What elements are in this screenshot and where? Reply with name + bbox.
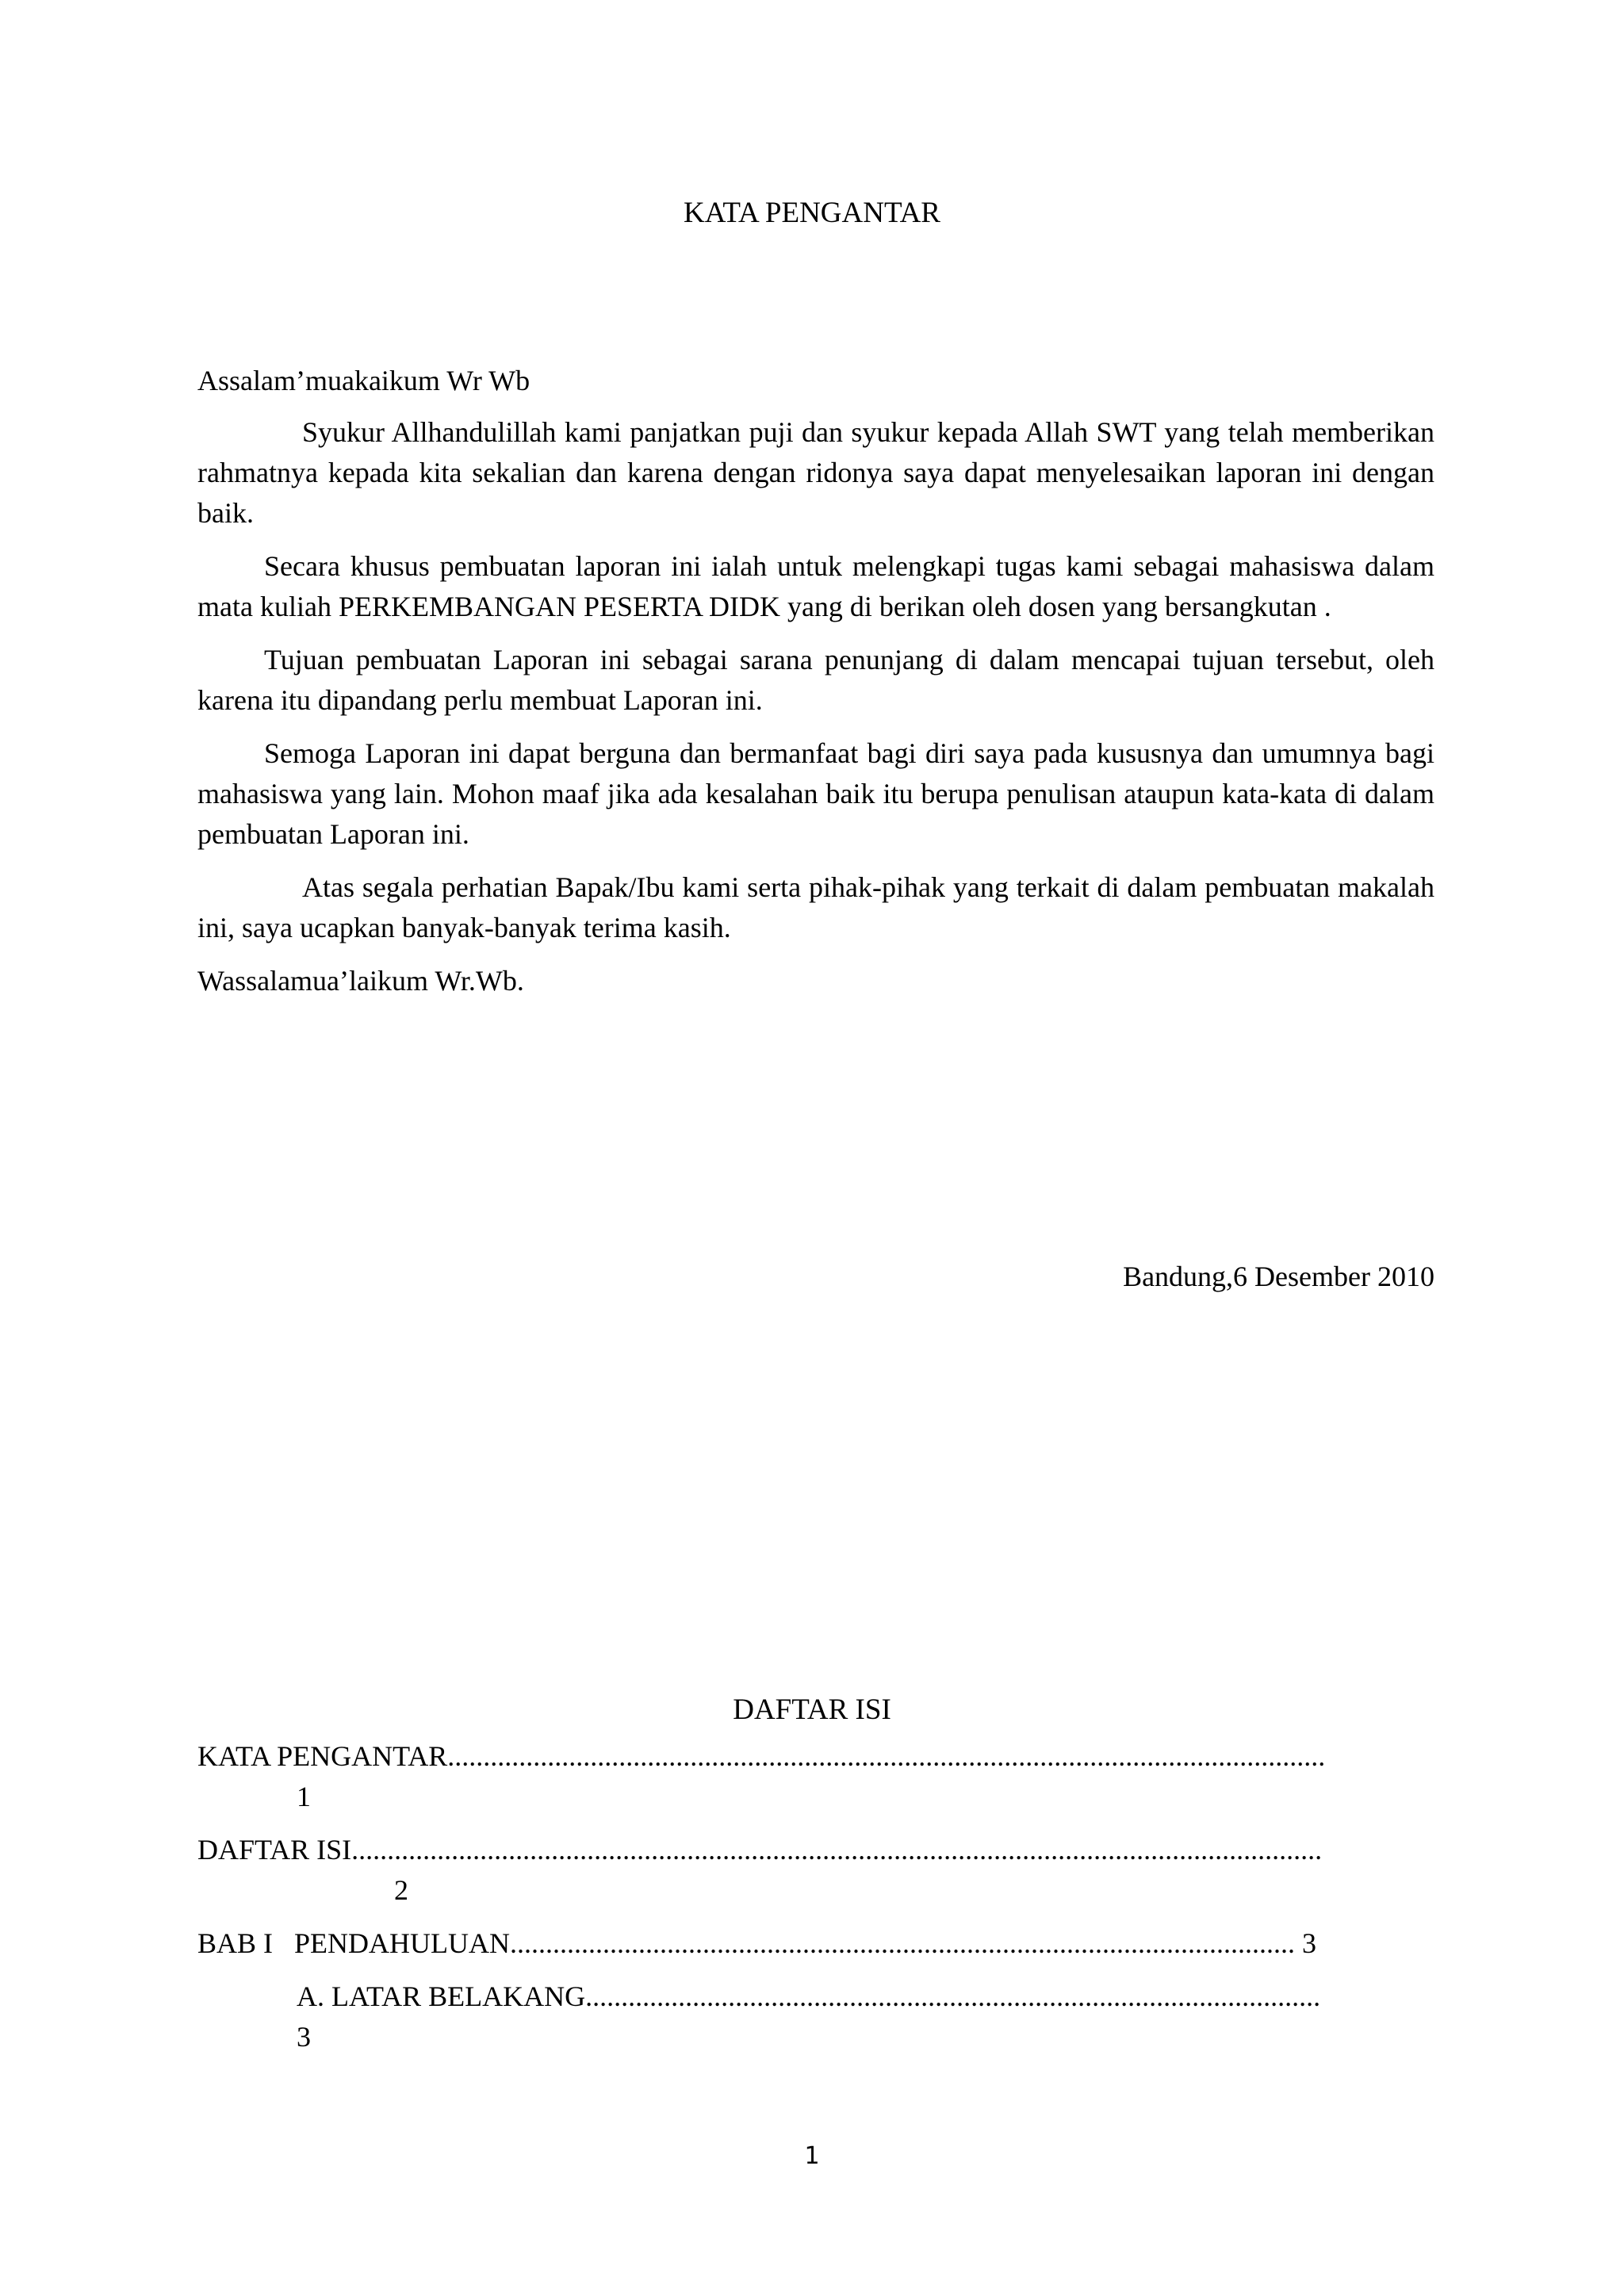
toc-entry-page: 1	[297, 1781, 311, 1812]
toc-entry-label: A. LATAR BELAKANG.......................................................................................................	[297, 1980, 1321, 2012]
greeting: Assalam’muakaikum Wr Wb	[197, 365, 530, 396]
table-of-contents	[197, 1736, 1434, 2069]
paragraph-5: Atas segala perhatian Bapak/Ibu kami serta pihak-pihak yang terkait di dalam pembuatan makalah ini, saya ucapkan banyak-banyak terima kasih.	[197, 871, 1434, 943]
toc-entry-latar-belakang[interactable]	[297, 1976, 1320, 2057]
paragraph-4: Semoga Laporan ini dapat berguna dan bermanfaat bagi diri saya pada kususnya dan umumnya bagi mahasiswa yang lain. Mohon maaf jika ada kesalahan baik itu berupa penulisan ataupun kata-kata di dalam pembuatan Laporan ini.	[197, 737, 1434, 850]
toc-entry-label: KATA PENGANTAR...........................................................................................................................	[197, 1740, 1326, 1772]
toc-entry-page: 2	[394, 1874, 408, 1906]
closing: Wassalamua’laikum Wr.Wb.	[197, 965, 524, 997]
toc-entry-daftar-isi[interactable]	[197, 1830, 1322, 1911]
toc-entry-label: DAFTAR ISI........................................................................................................................................	[197, 1834, 1323, 1866]
toc-entry-kata-pengantar[interactable]	[197, 1736, 1325, 1817]
kata-pengantar-body	[197, 361, 1434, 1001]
toc-entry-label: BAB I PENDAHULUAN.............................................................................................................. 3	[197, 1927, 1316, 1959]
toc-entry-bab-i[interactable]	[197, 1923, 1316, 1964]
date-line: Bandung,6 Desember 2010	[1123, 1261, 1434, 1292]
daftar-isi-title: DAFTAR ISI	[733, 1693, 891, 1726]
paragraph-2: Secara khusus pembuatan laporan ini ialah untuk melengkapi tugas kami sebagai mahasiswa dalam mata kuliah PERKEMBANGAN PESERTA DIDK yang di berikan oleh dosen yang bersangkutan .	[197, 550, 1434, 622]
toc-entry-page: 3	[297, 2021, 311, 2053]
page-number: 1	[804, 2142, 820, 2170]
paragraph-1: Syukur Allhandulillah kami panjatkan puji dan syukur kepada Allah SWT yang telah memberikan rahmatnya kepada kita sekalian dan karena dengan ridonya saya dapat menyelesaikan laporan ini dengan baik.	[197, 416, 1434, 529]
kata-pengantar-title: KATA PENGANTAR	[683, 197, 940, 229]
paragraph-3: Tujuan pembuatan Laporan ini sebagai sarana penunjang di dalam mencapai tujuan tersebut, oleh karena itu dipandang perlu membuat Laporan ini.	[197, 644, 1434, 716]
